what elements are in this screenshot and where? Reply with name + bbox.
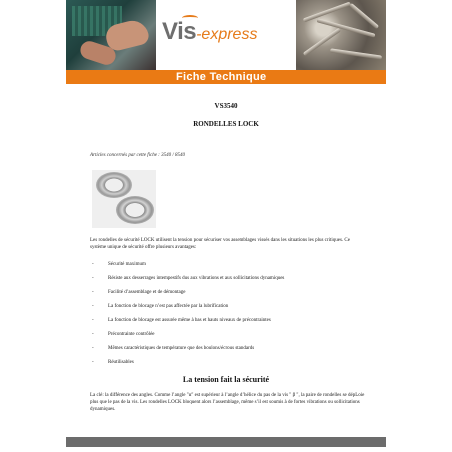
feature-text: Facilité d’assemblage et de démontage	[108, 290, 186, 295]
feature-text: Précontrainte contrôlée	[108, 332, 155, 337]
list-bullet: -	[92, 360, 94, 365]
articles-note: Articles concernés par cette fiche : 3540 / 8540	[90, 153, 185, 158]
feature-text: La fonction de blocage est assurée même à bas et hauts niveaux de précontraintes	[108, 318, 271, 323]
logo-suffix-text: -express	[196, 26, 258, 43]
product-name: RONDELLES LOCK	[193, 120, 259, 128]
section-heading: La tension fait la sécurité	[182, 375, 270, 384]
lock-washers-photo	[92, 170, 156, 228]
feature-text: Sécurité maximum	[108, 262, 146, 267]
product-reference: VS3540	[214, 102, 238, 110]
feature-text: Réutilisables	[108, 360, 134, 365]
list-bullet: -	[92, 304, 94, 309]
list-bullet: -	[92, 346, 94, 351]
list-bullet: -	[92, 318, 94, 323]
list-bullet: -	[92, 290, 94, 295]
list-bullet: -	[92, 276, 94, 281]
feature-text: Résiste aux desserrages intempestifs dus aux vibrations et aux sollicitations dynamiques	[108, 276, 285, 281]
list-bullet: -	[92, 262, 94, 267]
feature-text: La fonction de blocage n’est pas affectée par la lubrification	[108, 304, 229, 309]
section-paragraph: La clé: la différence des angles. Comme l’angle "α" est supérieur à l’angle d’hélice du pas de la vis " β ", la paire de rondelles se dépLoie plus que le pas de la vis. Les rondelles LOCK bloquent alors l’assemblage, même s’il est soumis à de fortes vibrations ou sollicitations dynamiques.	[90, 393, 365, 413]
banner-title: Fiche Technique	[176, 71, 267, 83]
feature-text: Mêmes caractéristiques de température que des boulons/écrous standards	[108, 346, 255, 351]
header-banner	[66, 0, 386, 70]
screws-photo	[296, 0, 386, 70]
intro-paragraph: Les rondelles de sécurité LOCK utilisent la tension pour sécuriser vos assemblages vissés dans les situations les plus critiques. Ce système unique de sécurité offre plusieurs avantages:	[90, 238, 350, 251]
vis-express-logo	[162, 18, 257, 46]
banner-bar	[66, 70, 386, 84]
logo-main-text: Vis	[162, 18, 197, 45]
list-bullet: -	[92, 332, 94, 337]
workshop-photo	[66, 0, 156, 70]
footer-bar	[66, 437, 386, 447]
